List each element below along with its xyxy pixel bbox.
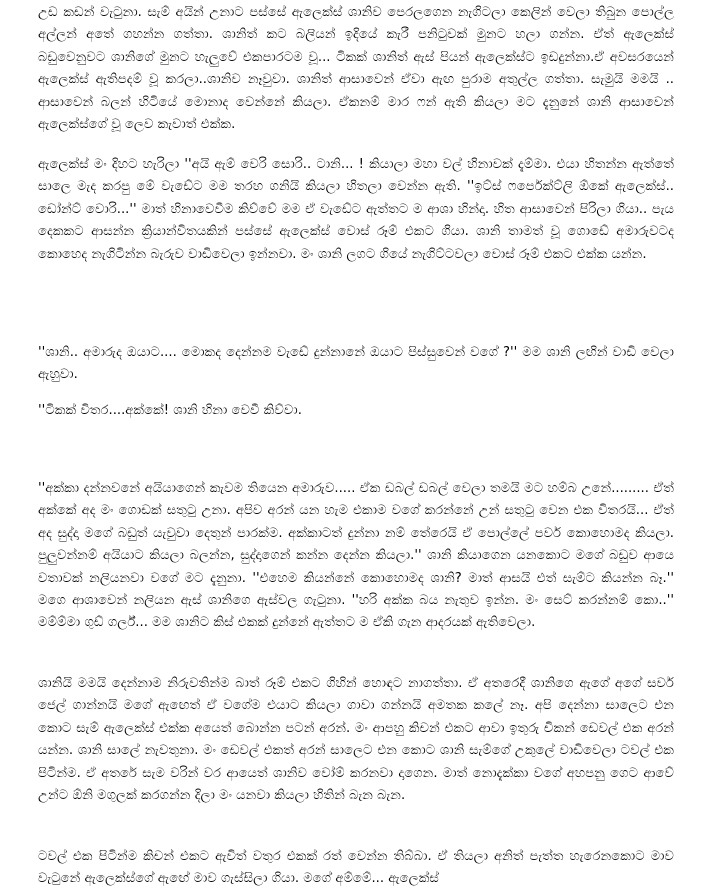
story-paragraph: ''ටිකක් විතර....අක්කේ! ශානි හිනා වෙවී කිව්වා. xyxy=(38,403,302,418)
story-paragraph: ''ශානි.. අමාරුද ඔයාට.... මොකද දෙන්නම වැඩේ දුන්නානේ ඔයාට පිස්සුවෙන් වගේ ?'' මම ශානි ලඟින් වාඩි වෙලා ඇහුවා. xyxy=(38,345,674,383)
story-paragraph: උඩ කඩන් වැටුනා. සැම් අයින් උනාට පස්සේ ඇලෙක්ස් ශානිව පෙරලගෙන නැගිටලා කෙලින් වෙලා තිබුන පොල්ල අල්ලන් අතේ ගහන්න ගත්තා. ශානිත් කට බලියන් ඉදියේ කැරී පනිටුවක් මුනට හලා ගන්න. ඒත් ඇලෙක්ස් බඩුවෙනුවට ශානිගේ මුනට හැලුවේ එකපාරටම වූ... ටිකක් ශානිත් ඇස් පියන් ඇලෙක්ස්ට ඉඩදුන්නා.ඒ අවසරයෙන් ඇලෙක්ස් ඇතිපදම් වූ කරලා..ශානිව නෑවුවා. ශානිත් ආසාවෙන් ඒවා ඇඟ පුරාම අතුල්ල ගත්තා. සැමුයි මමයි .. ආසාවෙන් බලන් හිටියේ මොනාද වෙන්නේ කියලා. ඒකනම් මාර ෆන් ඇති කියලා මට දැනුනේ ශානි ආසාවෙන් ඇලෙක්ස්ගේ වූ ලෙව කැවාත් එක්ක. xyxy=(38,5,674,133)
story-paragraph: ''අක්කා දන්නවනේ අයියාගෙන් කැවම තියෙන අමාරුව..... ඒක ඩබල් ඩබල් වෙලා තමයි මට හම්බ උනේ......... ඒත් අක්කේ අද මං ගොඩක් සතුටු උනා. අපිව අරන් යන හැම එකාම වගේ කරන්නේ උන් සතුටු වෙන එක විතරයි... ඒත් අද සුද්දා මගේ බඩුත් යැවුවා දෙතුන් පාරක්ම. අක්කාටත් දුන්නා නම් තේරෙයි ඒ පොල්ලේ පවර් කොහොමද කියලා. පුලුවන්නම් අයියාට කියලා බලන්න, සුද්දාගෙන් කන්න දෙන්න කියලා.'' ශානි කියාගෙන යනකොට මගේ බඩුව ආයෙ වතාවක් නලියනවා වගේ මට දැනුනා. ''එහෙම කියන්නේ කොහොමද ශානි? මාත් ආසයි එත් සැම්ට කියන්න බෑ.'' මගෙ ආශාවෙන් නලියන ඇස් ශානිගෙ ඇස්වල ගැටුනා. ''හරි අක්ක බය නැතුව ඉන්න. මං සෙට් කරන්නම් කො..'' මම්ම්මා ගුඩ් ගර්ල්... මම ශානිට කිස් එකක් දුන්නේ ඇත්තට ම ඒකි ගැන ආදරයක් ඇතිවෙලා. xyxy=(38,481,674,631)
story-paragraph: ඇලෙක්ස් මං දිහට හැරිලා ''අයි ඇම් වෙරි සොරි.. ටානි... ! කියාලා මහා වල් හිනාවක් දැම්මා. එයා හිතන්න ඇත්තේ සාලෙ මැද කරපු මේ වැඩේට මම තරහ ගනියි කියලා හිතලා වෙන්න ඇති. ''ඉට්ස් ෆර්පෙක්ට්ලි ඕකේ ඇලෙක්ස්.. ඩෝන්ට් වොරි...'' මාත් හිනාවෙවීම කිව්වේ මම ඒ වැඩේට ඇත්තට ම ආශා හින්දා. හිත ආසාවෙන් පිරිලා ගියා.. පැය දෙකකට ආසන්න ක්‍රියාන්විතයකින් පස්සේ ඇලෙක්ස් වොස් රූම් එකට ගියා. ශානි තාමත් වූ ගොඩේ අමාරුවටද කොහෙද නැගිටින්න බැරුව වාඩිවෙලා ඉන්නවා. මං ශානි ලගට ගියේ නැගිට්ටවලා වොස් රූම් එකට එක්ක යන්න. xyxy=(38,157,674,262)
story-paragraph: ශානියි මමයි දෙන්නාම නිරුවතින්ම බාත් රූම් එකට ගිහින් හොඳට නාගත්තා. ඒ අතරෙදී ශානිගෙ ඇගේ අගේ සවර් ජෙල් ගාන්නයි මගේ ඇඟෙත් ඒ වගේම එයාට කියලා ගාවා ගන්නයි අමතක කලේ නෑ. අපි දෙන්නා සාලෙට එන කොට සැම් ඇලෙක්ස් එක්ක අයෙත් බොන්න පටන් අරන්. මං ආපහු කිචන් එකට ආවා ඉතුරු චිකන් ඩෙවල් එක අරන් යන්න. ශානි සාලේ නැවතුනා. මං ඩෙවල් එකත් අරන් සාලෙට එන කොට ශානි සැම්ගේ උකුලේ වාඩිවෙලා ටවල් එක පිටින්ම. ඒ අතරේ සැම වරින් වර ආයෙත් ශානිව වෝම් කරනවා දාගෙන. මාත් නොදැක්කා වගේ අහපනු ගෙට ආවේ උන්ට ඕනි මගුලක් කරගන්න දිලා මං යනවා කියලා හිතින් බැන බැන. xyxy=(38,676,674,804)
story-paragraph: ටවල් එක පිටින්ම කිචන් එකට ඇවිත් වතුර එකක් රත් වෙන්න තිබ්බා. ඒ තියලා අනිත් පැත්ත හැරෙනකොට මාව වැටුනේ ඇලෙක්ස්ගේ ඇඟේ මාව ගැස්සිලා ගියා. මගේ අම්මේ... ඇලෙක්ස් xyxy=(38,849,674,887)
